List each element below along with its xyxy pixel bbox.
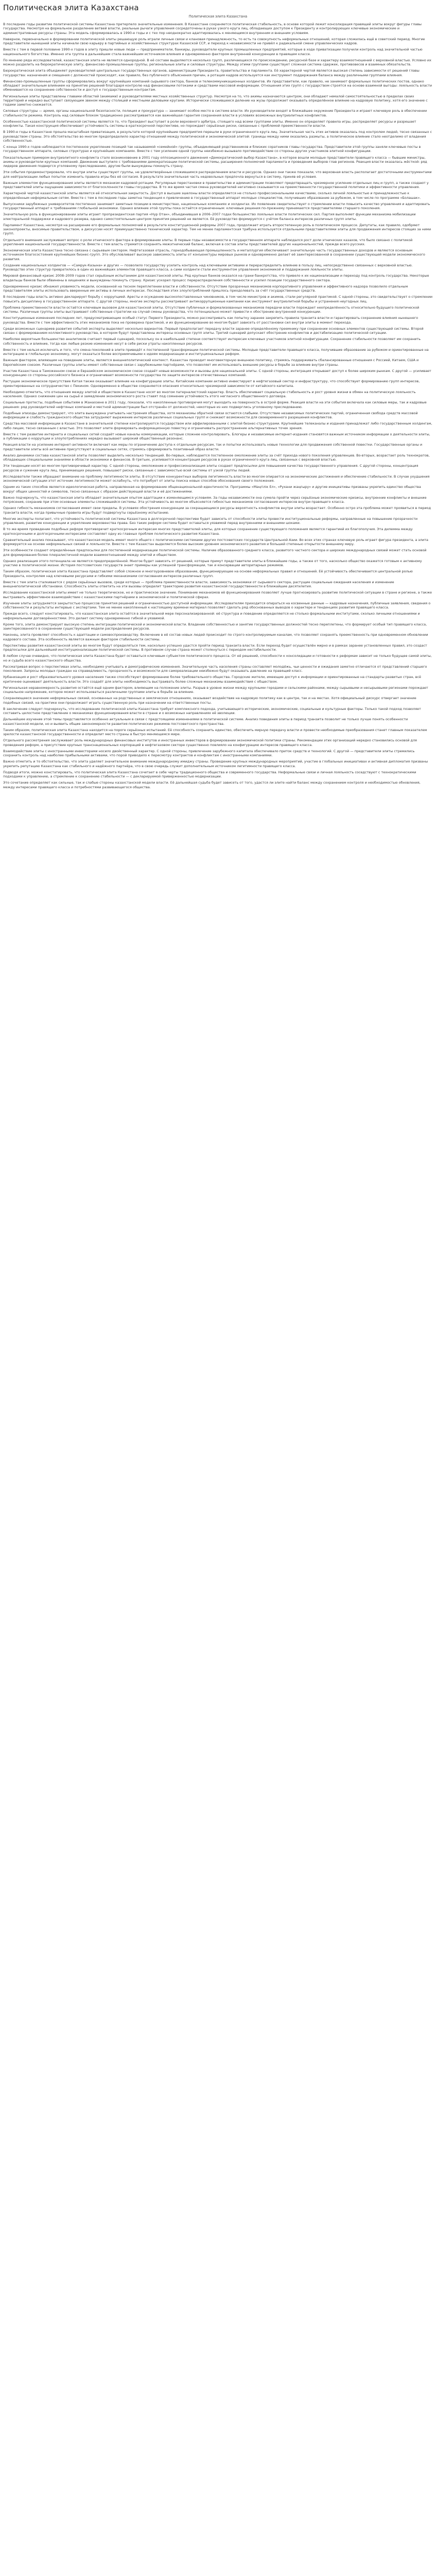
body-paragraph: Рассматривая вопрос о перспективах элиты, необходимо учитывать и демографические изменения. Значительную часть населения страны составляет молодёжь, чьи ценности и ожидания заметно отличаются от представлений старшего поколения. Запросы молодых граждан на справедливость, прозрачность и возможности для самореализации неизбежно будут оказывать давление на правящий класс. (3, 664, 427, 673)
body-paragraph: Эти тенденции носят во многом противоречивый характер. С одной стороны, омоложение и профессионализация элиты создают предпосылки для повышения качества государственного управления. С другой стороны, концентрация ресурсов и сужение круга лиц, принимающих решения, повышают риски, связанные с зависимостью всей системы от узкой группы людей. (3, 464, 418, 472)
body-paragraph: Силовые структуры — армия, органы национальной безопасности, полиция и прокуратура — занимают особое место в системе власти. Их руководители входят в ближайшее окружение Президента и играют ключевую роль в обеспечении стабильности режима. Контроль над силовым блоком традиционно рассматривается как важнейшая гарантия сохранения власти в условиях возможных внутриэлитных конфликтов. (3, 109, 427, 117)
body-paragraph: Однако гибкость механизмов согласования имеет свои пределы. В условиях обострения конкуренции за сокращающиеся ресурсы вероятность конфликтов внутри элиты возрастает. Особенно остро эта проблема может проявиться в период транзита власти, когда привычные правила игры будут подвергнуты серьёзному испытанию. (3, 506, 431, 515)
body-paragraph: Важным фактором, влияющим на поведение элиты, является внешнеполитический контекст. Казахстан проводит многовекторную внешнюю политику, стремясь поддерживать сбалансированные отношения с Россией, Китаем, США и Европейским союзом. Различные группы элиты имеют собственные связи с зарубежными партнёрами, что позволяет им использовать внешние ресурсы в борьбе за влияние внутри страны. (3, 358, 419, 367)
body-paragraph: Сравнительный анализ показывает, что казахстанская модель имеет много общего с политическими системами других постсоветских государств Центральной Азии. Во всех этих странах ключевую роль играет фигура президента, а элита формируется на основе неформальных связей и лояльности. Вместе с тем Казахстан выделяется более высоким уровнем экономического развития и большей степенью открытости внешнему миру. (3, 537, 428, 546)
body-paragraph: Многие эксперты полагают, что устойчивость политической системы Казахстана в долгосрочной перспективе будет зависеть от способности элиты провести институциональные реформы, направленные на повышение прозрачности управления, развитие конкуренции и укрепление верховенства права. Без таких реформ система будет оставаться уязвимой перед внутренними и внешними шоками. (3, 516, 418, 525)
body-paragraph: Региональные элиты представлены главами областей (акимами) и руководителями местных хозяйственных структур. Несмотря на то, что акимы назначаются центром, они обладают немалой самостоятельностью в пределах своих территорий и нередко выступают связующим звеном между столицей и местными деловыми кругами. Исторически сложившееся деление на жузы продолжает оказывать определённое влияние на кадровую политику, хотя его значение с годами заметно снижается. (3, 94, 428, 107)
body-paragraph: Таким образом, политическая элита Казахстана представляет собой сложное и многоуровневое образование, функционирующее на основе неформальных правил и отношений. Её устойчивость обеспечивается центральной ролью Президента, контролем над ключевыми ресурсами и гибкими механизмами согласования интересов различных групп. (3, 569, 413, 578)
body-paragraph: Наконец, элита проявляет способность к адаптации и самовоспроизводству. Включение в её состав новых людей происходит по строго контролируемым каналам, что позволяет сохранять преемственность при одновременном обновлении кадрового состава. Эта особенность является важным фактором стабильности системы. (3, 633, 428, 641)
body-paragraph: Важно подчеркнуть, что казахстанская элита обладает значительным опытом адаптации к изменяющимся условиям. За годы независимости она сумела пройти через серьёзные экономические кризисы, внутренние конфликты и внешние потрясения, сохранив при этом основные элементы сложившейся системы. Эта устойчивость во многом объясняется гибкостью механизмов согласования интересов внутри правящего класса. (3, 495, 427, 504)
body-paragraph: Особенностью казахстанской политической системы является то, что Президент выступает в роли верховного арбитра, стоящего над всеми группами элиты. Именно он определяет правила игры, распределяет ресурсы и разрешает конфликты. Такая конструкция обеспечивает устойчивость системы в краткосрочной перспективе, но порождает серьёзные риски, связанные с проблемой преемственности власти. (3, 119, 416, 128)
body-paragraph: Изучение элиты затрудняется закрытостью процессов принятия решений и ограниченностью доступной информации. Исследователям приходится опираться на косвенные данные — кадровые назначения, публичные заявления, сведения о собственности и результаты интервью с экспертами. Тем не менее накопленный к настоящему времени материал позволяет сделать ряд обоснованных выводов о характере и тенденциях развития правящего класса. (3, 601, 431, 609)
body-paragraph: Показательным примером внутриэлитного конфликта стало возникновение в 2001 году оппозиционного движения «Демократический выбор Казахстана», в которое вошли молодые представители правящего класса — бывшие министры, акимы и руководители крупных компаний. Движение выступило с требованиями демократизации политической системы, расширения полномочий парламента и проведения выборов глав регионов. Реакция власти оказалась жёсткой: ряд лидеров движения подвергся уголовному преследованию, другие были вынуждены покинуть страну. (3, 155, 427, 168)
body-paragraph: Наиболее вероятным большинство аналитиков считают первый сценарий, поскольку он в наибольшей степени соответствует интересам ключевых участников элитной конфигурации. Сохранение стабильности позволяет им сохранить собственность и влияние, тогда как любые резкие изменения несут в себе риски утраты накопленных ресурсов. (3, 337, 421, 346)
body-paragraph: Среди возможных сценариев развития событий эксперты выделяют несколько вариантов. Первый предполагает передачу власти заранее определённому преемнику при сохранении основных элементов существующей системы. Второй связан с формированием коллективного руководства, в котором будут представлены интересы основных групп элиты. Третий сценарий допускает обострение конфликтов и дестабилизацию политической ситуации. (3, 326, 424, 335)
body-paragraph: Однако реализация этого потенциала не является предопределённой. Многое будет зависеть от решений, которые примут представители элиты в ближайшие годы, а также от того, насколько общество окажется готовым к активному участию в политической жизни. История постсоветских государств знает примеры как успешной трансформации, так и консервации авторитарных режимов. (3, 558, 422, 567)
body-paragraph: В 1990-е годы в Казахстане прошла масштабная приватизация, в результате которой крупнейшие предприятия перешли в руки ограниченного круга лиц. Значительная часть этих активов оказалась под контролем людей, тесно связанных с руководством страны. Это обстоятельство во многом предопределило характер отношений между политической и экономической элитой: границы между ними оказались размыты, а политическое влияние стало неотделимо от владения собственностью. (3, 130, 432, 143)
body-paragraph: Сохраняющееся значение неформальных связей, основанных на родственных и земляческих отношениях, оказывает воздействие на кадровую политику как в центре, так и на местах. Хотя официальный дискурс отвергает значение подобных связей, на практике они продолжают играть существенную роль при назначении на ответственные посты. (3, 696, 416, 705)
body-paragraph: В последние годы власть активно декларирует борьбу с коррупцией. Аресты и осуждение высокопоставленных чиновников, в том числе министров и акимов, стали регулярной практикой. С одной стороны, это свидетельствует о стремлении повысить дисциплину в государственном аппарате. С другой стороны, многие эксперты рассматривают антикоррупционные кампании как инструмент внутриэлитной борьбы и устранения неугодных лиц. (3, 295, 433, 303)
body-paragraph: Экономическая элита Казахстана тесно связана с сырьевым сектором. Нефтегазовая отрасль, горнодобывающая промышленность и металлургия обеспечивают значительную часть государственных доходов и являются основным источником благосостояния крупнейших бизнес-групп. Это обусловливает высокую зависимость элиты от конъюнктуры мировых рынков и одновременно делает её заинтересованной в сохранении существующей модели экономического развития. (3, 248, 425, 261)
body-paragraph: Выпускники зарубежных университетов постепенно занимают заметные позиции в министерствах, национальных компаниях и холдингах. Их появление свидетельствует о стремлении власти повысить качество управления и адаптировать государственный аппарат к требованиям глобальной экономики. Однако влияние этой группы пока остаётся ограниченным: ключевые решения по-прежнему принимаются представителями старшего поколения. (3, 201, 430, 210)
body-paragraph: Взаимодействие элиты с иностранными инвесторами носило двойственный характер. С одной стороны, привлечение зарубежного капитала обеспечивало приток средств и технологий. С другой — представители элиты стремились сохранить контроль над наиболее прибыльными активами, что порой приводило к пересмотру контрактов и конфликтам с иностранными компаниями. (3, 749, 415, 757)
body-paragraph: Необходимо отметить, что отношения между элитой и обществом в Казахстане носят во многом патерналистский характер. Власть обеспечивает социальную стабильность и рост уровня жизни в обмен на политическую лояльность населения. Однако снижение цен на сырьё и замедление экономического роста ставят под сомнение устойчивость этого негласного общественного договора. (3, 389, 416, 398)
body-paragraph: Конституционные изменения последних лет, предусматривающие особый статус Первого Президента, можно рассматривать как попытку заранее закрепить правила транзита власти и гарантировать сохранение влияния нынешнего руководства. Вместе с тем эффективность этих механизмов пока не проверена практикой, и их функционирование во многом будет зависеть от расстановки сил внутри элиты в момент перехода. (3, 316, 418, 325)
body-paragraph: Создание национальных холдингов — «Самрук-Казына» и других — позволило государству усилить контроль над ключевыми активами и перераспределить влияние в пользу лиц, непосредственно связанных с верховной властью. Руководство этих структур превратилось в один из важнейших элементов правящего класса, а сами холдинги стали инструментом управления экономикой и поддержания лояльности элиты. (3, 263, 413, 272)
body-paragraph: Подводя итоги, можно констатировать, что политическая элита Казахстана сочетает в себе черты традиционного общества и современного государства. Неформальные связи и личная лояльность соседствуют с технократическими подходами к управлению, а стремление к сохранению стабильности — с декларируемой приверженностью модернизации. (3, 770, 416, 778)
body-paragraph: Исследователи также обращают внимание на проблему легитимности элиты. В отсутствие конкурентных выборов легитимность власти во многом опирается на экономические достижения и обеспечение стабильности. В случае ухудшения экономической ситуации этот источник легитимности может ослабнуть, что потребует от элиты поиска новых способов обоснования своего положения. (3, 474, 430, 483)
body-paragraph: В последние годы развитие политической системы Казахстана претерпело значительные изменения. В Казахстане сохраняется политическая стабильность, в основе которой лежит консолидация правящей элиты вокруг фигуры главы государства. Несмотря на формальное разделение ветвей власти, реальные рычаги управления сосредоточены в руках узкого круга лиц, обладающих доступом к Президенту и контролирующих ключевые экономические и административные ресурсы страны. Эта модель сформировалась в 1990-е годы и с тех пор неоднократно адаптировалась к меняющимся внутренним и внешним условиям. (3, 22, 422, 35)
document-page (0, 0, 436, 796)
body-paragraph: Отдельного внимания заслуживает вопрос о роли этнического фактора в формировании элиты. В первые годы независимости в государственном аппарате наблюдался рост доли этнических казахов, что было связано с политикой укрепления национальной государственности. Вместе с тем власть стремится сохранять межэтнический баланс, включая в состав элиты представителей других национальностей, прежде всего русских. (3, 238, 413, 246)
body-paragraph: Эти события продемонстрировали, что внутри элиты существуют группы, не удовлетворённые сложившимся распределением власти и ресурсов. Однако они также показали, что верховная власть располагает достаточными инструментами для нейтрализации любых попыток изменить правила игры без её согласия. В результате значительная часть недовольных предпочла вернуться в систему, приняв её условия. (3, 170, 432, 179)
body-paragraph: Значительную роль в функционировании элиты играет пропрезидентская партия «Нур Отан», объединившая в 2006–2007 годах большинство лояльных власти политических сил. Партия выполняет функции механизма мобилизации электоральной поддержки и кадрового резерва, однако самостоятельным центром принятия решений не является. Её руководство формируется с учётом баланса интересов различных групп элиты. (3, 212, 416, 221)
body-paragraph: Исследование казахстанской элиты имеет не только теоретическое, но и практическое значение. Понимание механизмов её функционирования позволяет лучше прогнозировать развитие политической ситуации в стране и регионе, а также выстраивать эффективное взаимодействие с казахстанскими партнёрами в экономической и политической сферах. (3, 590, 432, 599)
body-paragraph: Социальные протесты, подобные событиям в Жанаозене в 2011 году, показали, что накопленные противоречия могут выходить на поверхность в острой форме. Реакция власти на эти события включала как силовые меры, так и кадровые решения: ряд руководителей нефтяных компаний и местной администрации был отстранён от должностей, некоторые из них подверглись уголовному преследованию. (3, 400, 427, 409)
article-body (3, 22, 433, 789)
body-paragraph: Это сочетание определяет как сильные, так и слабые стороны казахстанской модели власти. Её дальнейшая судьба будет зависеть от того, удастся ли элите найти баланс между сохранением контроля и необходимостью обновления, между интересами правящего класса и потребностями развивающегося общества. (3, 781, 421, 789)
body-paragraph: В заключение следует подчеркнуть, что исследование политической элиты Казахстана требует комплексного подхода, учитывающего исторические, экономические, социальные и культурные факторы. Только такой подход позволяет составить целостное представление о механизмах функционирования власти в стране и о возможных направлениях её эволюции. (3, 706, 421, 715)
body-paragraph: Эти особенности создают определённые предпосылки для постепенной модернизации политической системы. Наличие образованного среднего класса, развитого частного сектора и широких международных связей может стать основой для формирования более плюралистичной модели взаимоотношений между элитой и обществом. (3, 548, 427, 557)
body-paragraph: Реакция власти на усиление интернет-активности включает как меры по ограничению доступа к отдельным ресурсам, так и попытки использовать новые технологии для продвижения собственной повестки. Государственные органы и представители элиты всё активнее присутствуют в социальных сетях, стремясь сформировать позитивный образ власти. (3, 443, 423, 451)
body-paragraph: Вместе с тем в первой половине 1990-х годов в элиту пришли новые люди — предприниматели, банкиры, руководители крупных промышленных предприятий, которые в ходе приватизации получили контроль над значительной частью национального богатства. Именно эта группа в дальнейшем стала важнейшим источником влияния и одновременно фактором внутренней конкуренции в правящем классе. (3, 47, 423, 56)
body-paragraph: Подобные эпизоды демонстрируют, что элита вынуждена учитывать настроения общества, хотя механизмы обратной связи остаются слабыми. Отсутствие независимых политических партий, ограниченная свобода средств массовой информации и слабость гражданского общества затрудняют выражение интересов различных социальных групп и снижают возможности для своевременного разрешения конфликтов. (3, 411, 418, 419)
body-paragraph: В то же время проведение подобных реформ противоречит краткосрочным интересам многих представителей элиты, для которых сохранение существующего положения является гарантией их благополучия. Эта дилемма между краткосрочными и долгосрочными интересами составляет одну из главных проблем политического развития Казахстана. (3, 527, 413, 536)
body-paragraph: В любом случае очевидно, что политическая элита Казахстана будет оставаться ключевым субъектом политического процесса. От её решений, способности к консолидации и готовности к реформам зависит не только будущее самой элиты, но и судьба всего казахстанского общества. (3, 654, 432, 663)
body-paragraph: Характерной чертой казахстанской элиты является её относительная закрытость. Доступ в высшие эшелоны власти определяется не столько профессиональными качествами, сколько личной лояльностью и принадлежностью к определённым неформальным сетям. Вместе с тем в последние годы заметна тенденция к привлечению в государственный аппарат молодых специалистов, получивших образование за рубежом, в том числе по программе «Болашак». (3, 191, 421, 200)
body-paragraph: Одновременно кризис обнажил уязвимость модели, основанной на тесном переплетении власти и собственности. Отсутствие прозрачных механизмов корпоративного управления и эффективного надзора позволило отдельным представителям элиты использовать вверенные им активы в личных интересах. Последствия этих злоупотреблений пришлось преодолевать за счёт государственных средств. (3, 284, 408, 293)
body-paragraph: Одним из таких способов является идеологическая работа, направленная на формирование общенациональной идентичности. Программы «Мәңгілік Ел», «Рухани жаңғыру» и другие инициативы призваны укрепить единство общества вокруг общих ценностей и символов, тесно связанных с образом действующей власти и её достижениями. (3, 485, 421, 494)
body-paragraph: Бюрократическая элита объединяет руководителей центральных государственных органов, администрации Президента, правительства и парламента. Её характерной чертой является высокая степень зависимости от решений главы государства: назначения и смещения с должностей происходят, как правило, без публичного объяснения причин, а ротация кадров используется как инструмент поддержания баланса между различными группами влияния. (3, 69, 420, 77)
body-paragraph: Вместе с тем развитие интернета и социальных сетей создаёт новые каналы коммуникации, которые сложнее контролировать. Блогеры и независимые интернет-издания становятся важным источником информации о деятельности элиты, а публикации о коррупции и злоупотреблениях нередко вызывают широкий общественный резонанс. (3, 432, 430, 440)
page-subtitle: Политическая элита Казахстана (188, 14, 248, 19)
body-paragraph: Мировой финансовый кризис 2008–2009 годов стал серьёзным испытанием для казахстанской элиты. Ряд крупных банков оказался на грани банкротства, что привело к их национализации и переходу под контроль государства. Некоторые владельцы банков были обвинены в хищениях и вынуждены покинуть страну. Кризис ускорил процесс перераспределения собственности и усилил позиции государственного сектора. (3, 274, 429, 282)
body-paragraph: Прежде всего, следует констатировать, что казахстанская элита остаётся в значительной мере персонализированной: её структура и поведение определяются не столько формальными институтами, сколько личными отношениями и неформальными договорённостями. Это делает систему одновременно гибкой и уязвимой. (3, 612, 420, 620)
body-paragraph: Важно отметить и то обстоятельство, что элита уделяет значительное внимание международному имиджу страны. Проведение крупных международных мероприятий, участие в глобальных инициативах и активная дипломатия призваны укрепить репутацию Казахстана как стабильного и надёжного партнёра, что в свою очередь служит дополнительным источником легитимности правящего класса. (3, 759, 428, 768)
body-paragraph: С конца 1990-х годов наблюдается постепенное укрепление позиций так называемой «семейной» группы, объединяющей родственников и близких соратников главы государства. Представители этой группы заняли ключевые посты в государственном аппарате, силовых структурах и крупнейших компаниях. Вместе с тем усиление одной группы неизбежно вызывало противодействие со стороны других участников элитной конфигурации. (3, 145, 421, 154)
body-paragraph: Финансово-промышленные группы сформировались вокруг крупнейших компаний сырьевого сектора, банков и телекоммуникационных холдингов. Их представители, как правило, не занимают формальных политических постов, однако обладают значительным влиянием на принятие решений благодаря контролю над финансовыми потоками и средствами массовой информации. Отношения этих групп с государством строятся на основе взаимной выгоды: лояльность власти обменивается на сохранение собственности и доступ к государственным контрактам. (3, 79, 432, 92)
body-paragraph: Вместе с тем элита сталкивается с рядом серьёзных вызовов, среди которых — проблема преемственности власти, зависимость экономики от сырьевого сектора, растущие социальные ожидания населения и изменение внешнеполитической обстановки. Способность элиты ответить на эти вызовы определит траекторию развития казахстанской государственности в ближайшие десятилетия. (3, 580, 394, 588)
body-paragraph: Региональная неравномерность развития остаётся ещё одним фактором, влияющим на положение элиты. Разрыв в уровне жизни между крупными городами и сельскими районами, между сырьевыми и несырьевыми регионами порождает социальное напряжение, которое может использоваться различными группами элиты в борьбе за влияние. (3, 685, 428, 694)
page-title: Политическая элита Казахстана (3, 3, 139, 12)
body-paragraph: Отдельного рассмотрения заслуживает роль международных финансовых институтов и иностранных инвесторов в формировании экономической политики страны. Рекомендации этих организаций нередко становились основой для проведения реформ, а присутствие крупных транснациональных корпораций в нефтегазовом секторе существенно повлияло на конфигурацию интересов правящего класса. (3, 738, 417, 747)
body-paragraph: Важным элементом функционирования элиты является механизм кадровой ротации. Регулярные перестановки в правительстве и администрации позволяют предотвращать чрезмерное усиление отдельных лиц и групп, а также создают у представителей элиты ощущение зависимости от благосклонности главы государства. В то же время частая смена руководителей негативно сказывается на преемственности государственной политики и эффективности управления. (3, 180, 429, 189)
body-paragraph: Перспективы развития казахстанской элиты во многом будут определяться тем, насколько успешно удастся пройти период транзита власти. Если переход будет осуществлён мирно и в рамках заранее установленных правил, это создаст предпосылки для дальнейшей институционализации политической системы. В противном случае страна может столкнуться с периодом нестабильности. (3, 643, 427, 652)
body-paragraph: Наверное, первоначально в формировании политической элиты решающую роль играли личные связи и клановая принадлежность, то есть та совокупность неформальных отношений, которая сложилась ещё в советский период. Многие представители нынешней элиты начинали свою карьеру в партийных и хозяйственных структурах Казахской ССР, и переход к независимости не привёл к радикальной смене управленческих кадров. (3, 37, 425, 45)
body-paragraph: По мнению ряда исследователей, казахстанская элита не является однородной. В её составе выделяются несколько групп, различающихся по происхождению, ресурсной базе и характеру взаимоотношений с верховной властью. Условно их можно разделить на бюрократическую элиту, финансово-промышленные группы, региональные элиты и силовые структуры. Между этими группами существует сложная система сдержек, противовесов и взаимных обязательств. (3, 58, 431, 66)
body-paragraph: Растущее экономическое присутствие Китая также оказывает влияние на конфигурацию элиты. Китайские компании активно инвестируют в нефтегазовый сектор и инфраструктуру, что способствует формированию групп интересов, ориентированных на сотрудничество с Пекином. Одновременно в обществе сохраняются опасения относительно чрезмерной зависимости от китайского капитала. (3, 379, 420, 388)
body-paragraph: Вместе с тем нельзя исключать и того, что смена поколений в элите приведёт к постепенной трансформации политической системы. Молодые представители правящего класса, получившие образование за рубежом и ориентированные на интеграцию в глобальную экономику, могут оказаться более восприимчивыми к идеям модернизации и институциональных реформ. (3, 347, 429, 356)
body-paragraph: Средства массовой информации в Казахстане в значительной степени контролируются государством или аффилированными с элитой бизнес-структурами. Крупнейшие телеканалы и издания принадлежат либо государственным холдингам, либо лицам, тесно связанным с властью. Это позволяет элите формировать информационную повестку и ограничивать распространение альтернативных точек зрения. (3, 421, 432, 430)
body-paragraph: Участие Казахстана в Таможенном союзе и Евразийском экономическом союзе создаёт новые возможности и вызовы для национальной элиты. С одной стороны, интеграция открывает доступ к более широким рынкам. С другой — усиливает конкуренцию со стороны российского бизнеса и ограничивает возможности государства по защите интересов отечественных компаний. (3, 368, 431, 377)
body-paragraph: Дальнейшее изучение этой темы представляется особенно актуальным в связи с предстоящими изменениями в политической системе. Анализ поведения элиты в период транзита позволит не только лучше понять особенности казахстанской модели, но и выявить общие закономерности развития политических режимов постсоветского пространства. (3, 717, 408, 726)
body-paragraph: Анализ динамики состава казахстанской элиты позволяет выделить несколько тенденций. Во-первых, наблюдается постепенное омоложение элиты за счёт прихода нового поколения управленцев. Во-вторых, возрастает роль технократов, обладающих специальными знаниями в области экономики и финансов. В-третьих, усиливается концентрация ресурсов в руках ограниченного круга лиц, связанных с верховной властью. (3, 453, 430, 462)
body-paragraph: Урбанизация и рост образовательного уровня населения также способствуют формированию более требовательного общества. Городские жители, имеющие доступ к информации и ориентированные на стандарты развитых стран, всё критичнее оценивают деятельность власти. Это создаёт для элиты необходимость выстраивать более сложные механизмы взаимодействия с обществом. (3, 675, 421, 684)
body-paragraph: Кроме того, элита демонстрирует высокую степень интеграции политической и экономической власти. Владение собственностью и занятие государственных должностей тесно переплетены, что формирует особый тип правящего класса, заинтересованного в сохранении существующей модели распределения ресурсов. (3, 622, 427, 631)
body-paragraph: Проблема преемственности власти остаётся ключевым вызовом для казахстанской элиты. Отсутствие публичных и формализованных механизмов передачи власти порождает неопределённость относительно будущего политической системы. Различные группы элиты выстраивают собственные стратегии на случай смены руководства, что потенциально может привести к обострению внутренней конкуренции. (3, 305, 420, 314)
body-paragraph: Парламент Казахстана, несмотря на расширение его формальных полномочий в результате конституционной реформы 2007 года, продолжает играть второстепенную роль в политическом процессе. Депутаты, как правило, одобряют законопроекты, вносимые правительством, а дискуссии носят преимущественно технический характер. Тем не менее парламентская трибуна используется отдельными представителями элиты для продвижения интересов стоящих за ними групп. (3, 223, 431, 236)
body-paragraph: Таким образом, политическая элита Казахстана находится на пороге серьёзных испытаний. Её способность сохранить единство, обеспечить мирную передачу власти и провести необходимые преобразования станет главным показателем зрелости казахстанской государственности и определит место страны в быстро меняющемся мире. (3, 727, 427, 736)
